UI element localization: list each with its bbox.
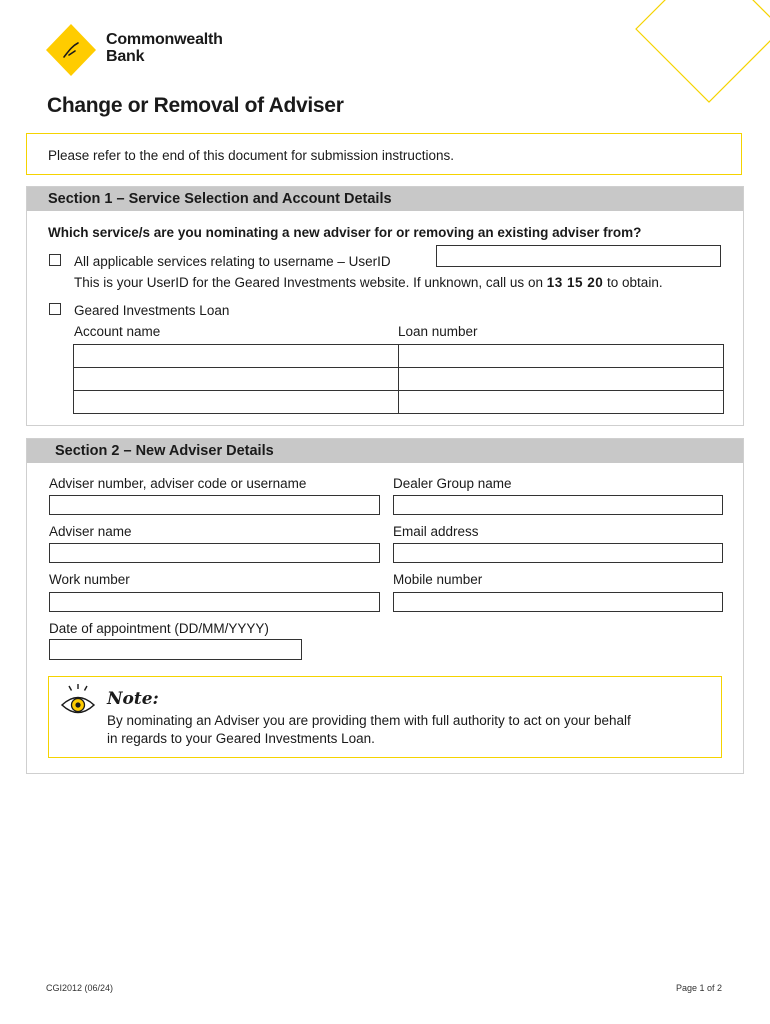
loan-number-cell[interactable] bbox=[399, 368, 724, 391]
account-name-cell[interactable] bbox=[74, 345, 399, 368]
userid-input[interactable] bbox=[436, 245, 721, 267]
form-code: CGI2012 (06/24) bbox=[46, 983, 114, 993]
adviser-number-label: Adviser number, adviser code or username bbox=[49, 476, 307, 491]
loan-number-cell[interactable] bbox=[399, 345, 724, 368]
section-1-heading: Section 1 – Service Selection and Account Details bbox=[27, 187, 743, 211]
table-row bbox=[74, 368, 724, 391]
intro-text: Please refer to the end of this document for submission instructions. bbox=[48, 148, 454, 163]
email-input[interactable] bbox=[393, 543, 723, 563]
work-number-label: Work number bbox=[49, 572, 130, 587]
account-table bbox=[73, 344, 724, 414]
geared-loan-label: Geared Investments Loan bbox=[74, 303, 230, 318]
note-body-line2: in regards to your Geared Investments Loan. bbox=[107, 731, 375, 746]
dealer-group-input[interactable] bbox=[393, 495, 723, 515]
adviser-name-label: Adviser name bbox=[49, 524, 132, 539]
table-row bbox=[74, 345, 724, 368]
geared-loan-checkbox[interactable] bbox=[49, 303, 61, 315]
all-services-checkbox[interactable] bbox=[49, 254, 61, 266]
all-services-label: All applicable services relating to username – UserID bbox=[74, 254, 391, 269]
work-number-input[interactable] bbox=[49, 592, 380, 612]
service-question: Which service/s are you nominating a new adviser for or removing an existing adviser from? bbox=[48, 225, 642, 240]
section-2-heading: Section 2 – New Adviser Details bbox=[27, 439, 743, 463]
loan-number-cell[interactable] bbox=[399, 391, 724, 414]
adviser-name-input[interactable] bbox=[49, 543, 380, 563]
page-title: Change or Removal of Adviser bbox=[47, 94, 344, 117]
logo-name-line2: Bank bbox=[106, 48, 145, 65]
userid-help-text: This is your UserID for the Geared Investments website. If unknown, call us on 13 15 20 to obtain. bbox=[74, 275, 663, 290]
page-number: Page 1 of 2 bbox=[675, 983, 722, 993]
email-label: Email address bbox=[393, 524, 479, 539]
appointment-date-label: Date of appointment (DD/MM/YYYY) bbox=[49, 621, 269, 636]
logo-name-line1: Commonwealth bbox=[106, 31, 223, 48]
submission-instructions-banner bbox=[26, 133, 742, 175]
dealer-group-label: Dealer Group name bbox=[393, 476, 512, 491]
loan-number-header: Loan number bbox=[398, 324, 478, 339]
note-body bbox=[107, 712, 631, 748]
appointment-date-input[interactable] bbox=[49, 639, 302, 660]
note-title: Note: bbox=[107, 689, 159, 709]
table-row bbox=[74, 391, 724, 414]
account-name-cell[interactable] bbox=[74, 368, 399, 391]
phone-number: 13 15 20 bbox=[546, 275, 604, 290]
note-body-line1: By nominating an Adviser you are providing them with full authority to act on your behalf bbox=[107, 713, 631, 728]
decorative-diamond bbox=[634, 0, 770, 104]
account-name-cell[interactable] bbox=[74, 391, 399, 414]
eye-icon bbox=[59, 683, 97, 719]
logo-diamond-icon bbox=[46, 24, 96, 76]
note-box bbox=[48, 676, 722, 758]
commonwealth-bank-logo bbox=[46, 24, 236, 76]
section-1 bbox=[26, 186, 744, 426]
account-name-header: Account name bbox=[74, 324, 161, 339]
adviser-number-input[interactable] bbox=[49, 495, 380, 515]
mobile-number-input[interactable] bbox=[393, 592, 723, 612]
mobile-number-label: Mobile number bbox=[393, 572, 483, 587]
